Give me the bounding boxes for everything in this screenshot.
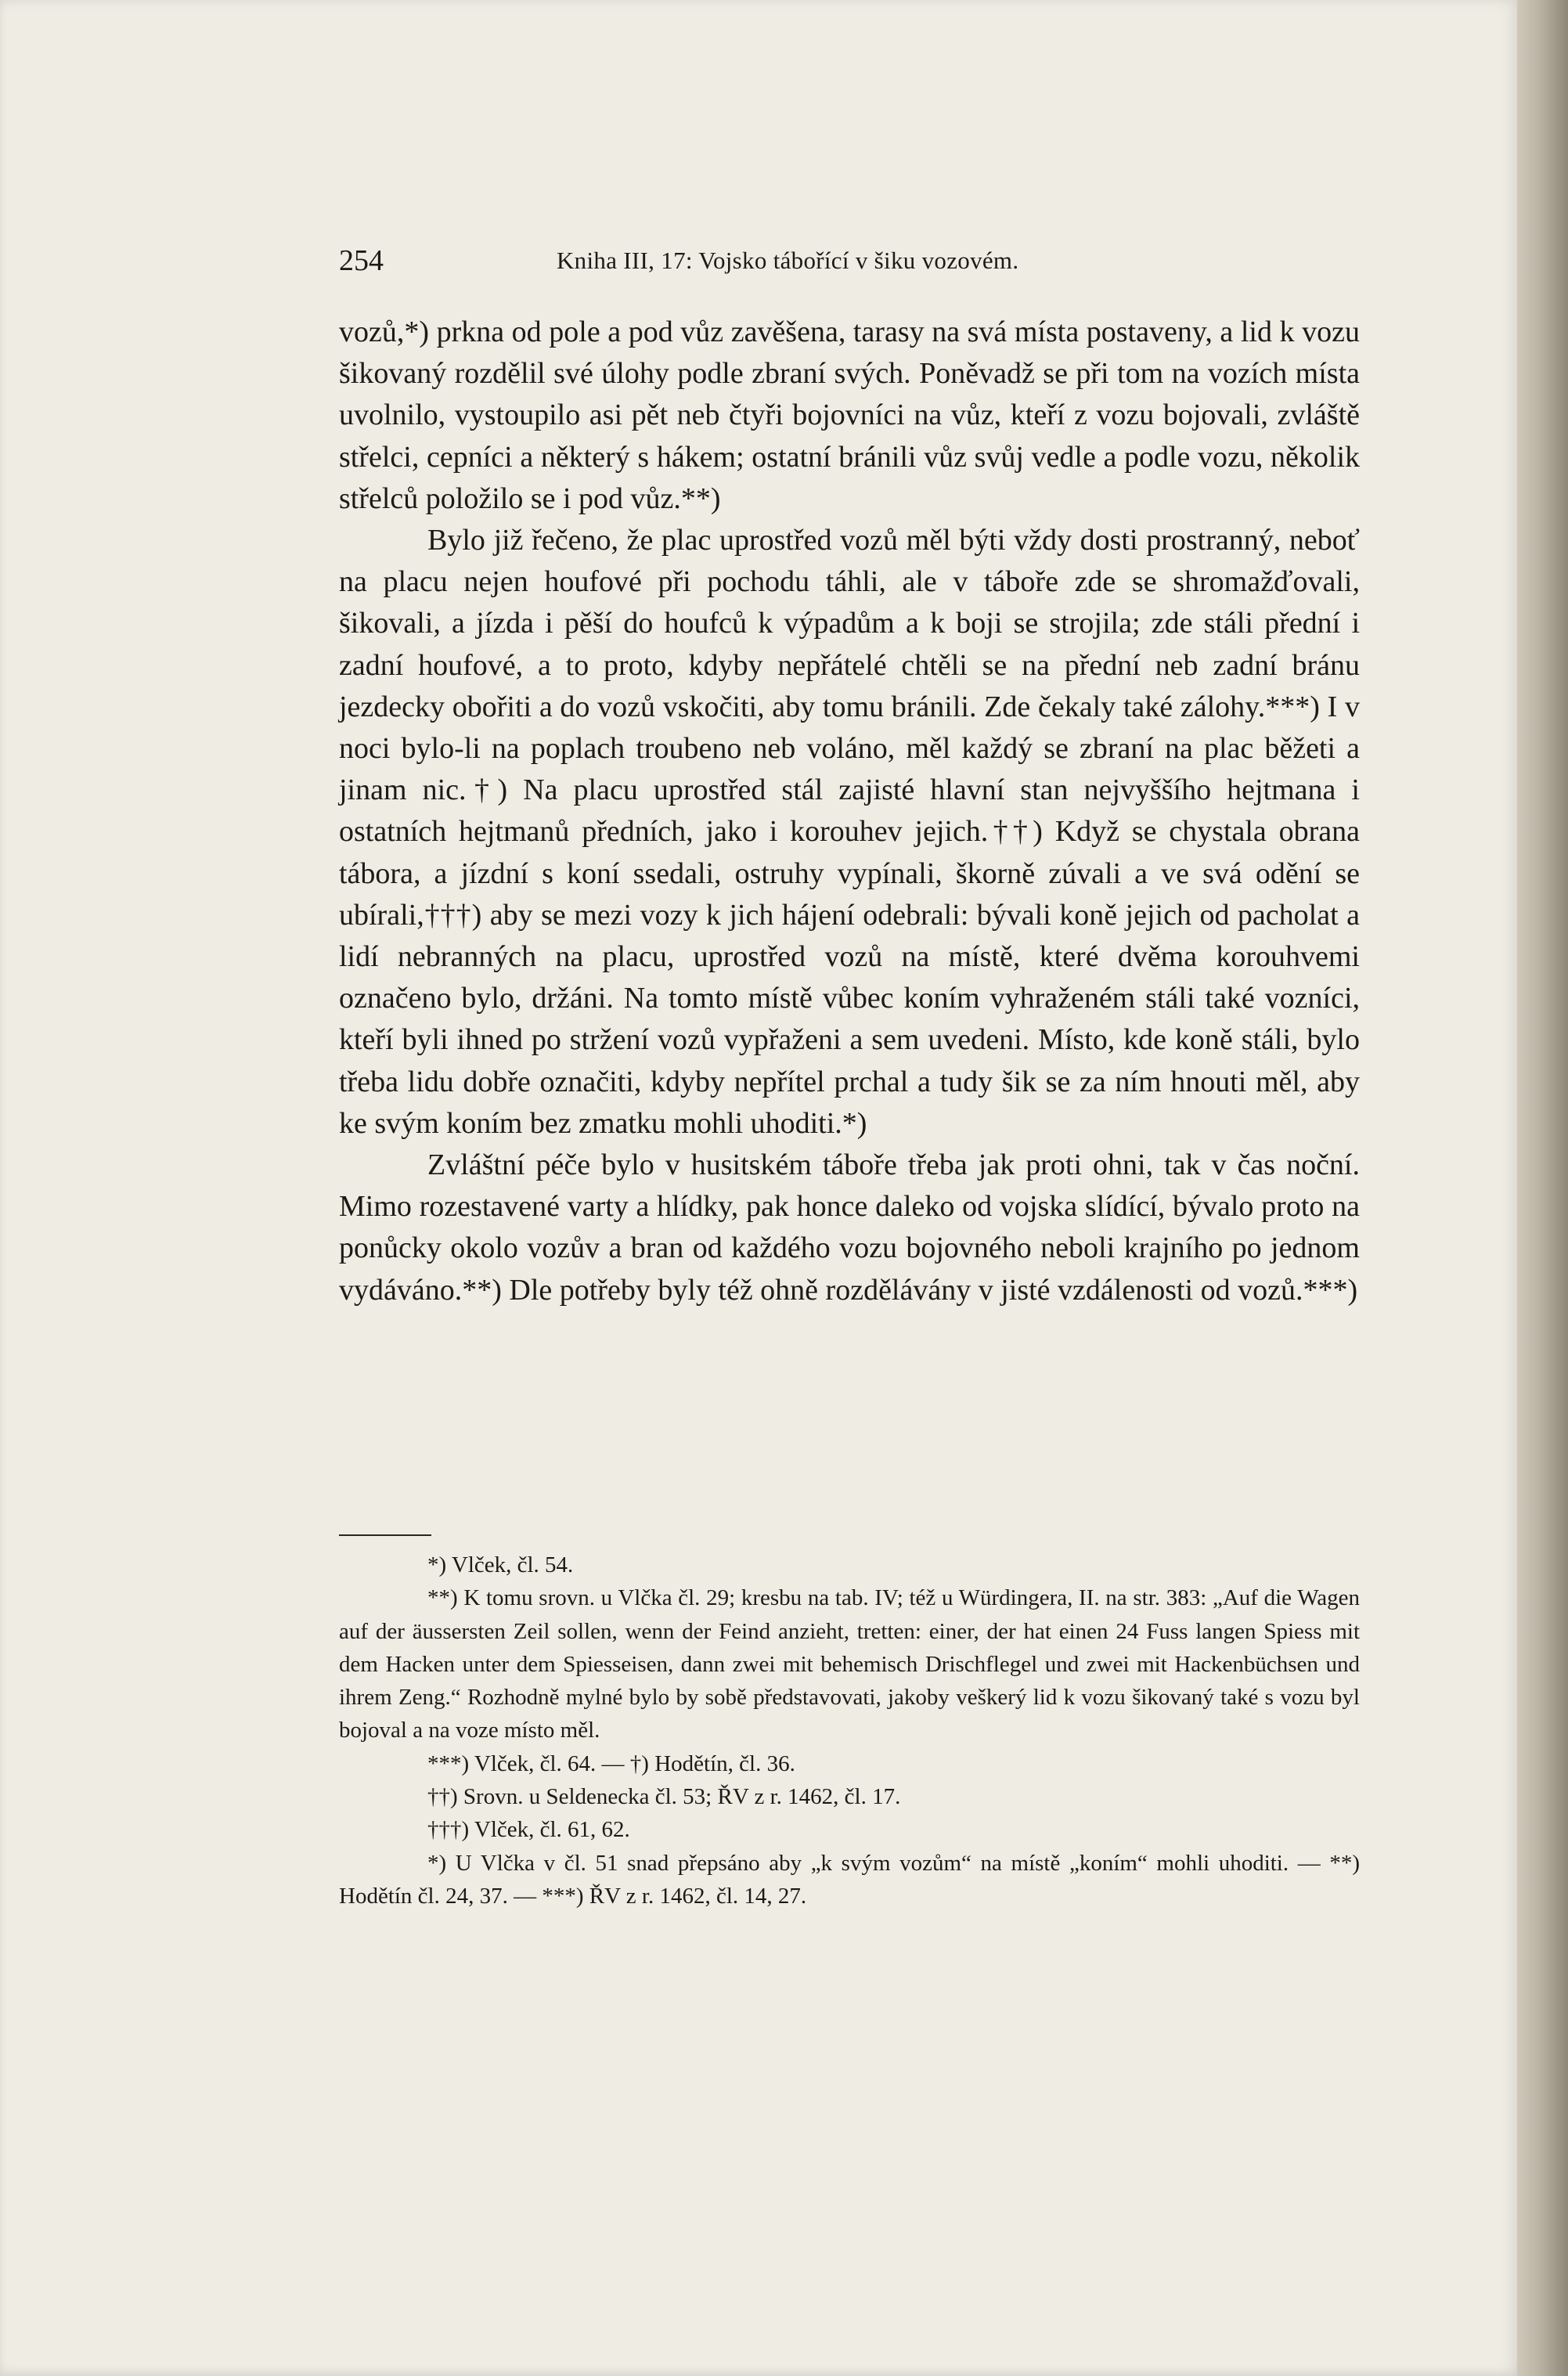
footnotes (339, 1549, 1360, 1913)
paragraph-1: vozů,*) prkna od pole a pod vůz zavěšena, tarasy na svá místa postaveny, a lid k vozu šikovaný rozdělil své úlohy podle zbraní svých. Poněvadž se při tom na vozích místa uvolnilo, vystoupilo asi pět neb čtyři bojovníci na vůz, kteří z vozu bojovali, zvláště střelci, cepníci a některý s hákem; ostatní bránili vůz svůj vedle a podle vozu, několik střelců položilo se i pod vůz.**) (339, 315, 1360, 515)
footnote-4: ††) Srovn. u Seldenecka čl. 53; ŘV z r. 1462, čl. 17. (427, 1784, 901, 1810)
page-number: 254 (339, 244, 384, 277)
footnote-separator (339, 1534, 431, 1536)
main-text (339, 312, 1360, 1311)
paragraph-3: Zvláštní péče bylo v husitském táboře třeba jak proti ohni, tak v čas noční. Mimo rozestavené varty a hlídky, pak honce daleko od vojska slídící, bývalo proto na ponůcky okolo vozův a bran od každého vozu bojovného neboli krajního po jednom vydáváno.**) Dle potřeby byly též ohně rozdělávány v jisté vzdálenosti od vozů.***) (339, 1148, 1360, 1307)
footnote-3: ***) Vlček, čl. 64. — †) Hodětín, čl. 36. (427, 1750, 795, 1776)
footnote-5: †††) Vlček, čl. 61, 62. (427, 1817, 630, 1843)
footnote-2: **) K tomu srovn. u Vlčka čl. 29; kresbu na tab. IV; též u Würdingera, II. na str. 383: „Auf die Wagen auf der äussersten Zeil sollen, wenn der Feind anzieht, tretten: einer, der hat einen 24 Fuss langen Spiess mit dem Hacken unter dem Spiesseisen, dann zwei mit behemisch Drischflegel und zwei mit Hackenbüchsen und ihrem Zeng.“ Rozhodně mylné bylo by sobě představovati, jakoby veškerý lid k vozu šikovaný také s vozu byl bojoval a na voze místo měl. (339, 1585, 1360, 1743)
footnote-1: *) Vlček, čl. 54. (427, 1552, 574, 1577)
page-header (339, 241, 1360, 280)
page-edge (1517, 0, 1568, 2376)
paragraph-2: Bylo již řečeno, že plac uprostřed vozů měl býti vždy dosti prostranný, neboť na placu nejen houfové při pochodu táhli, ale v táboře zde se shromažďovali, šikovali, a jízda i pěší do houfců k výpadům a k boji se strojila; zde stáli přední i zadní houfové, a to proto, kdyby nepřátelé chtěli se na přední neb zadní bránu jezdecky obořiti a do vozů vskočiti, aby tomu bránili. Zde čekaly také zálohy.***) I v noci bylo-li na poplach troubeno neb voláno, měl každý se zbraní na plac běžeti a jinam nic.†) Na placu uprostřed stál zajisté hlavní stan nejvyššího hejtmana i ostatních hejtmanů předních, jako i korouhev jejich.††) Když se chystala obrana tábora, a jízdní s koní ssedali, ostruhy vypínali, škorně zúvali a ve svá odění se ubírali,†††) aby se mezi vozy k jich hájení odebrali: bývali koně jejich od pacholat a lidí nebranných na placu, uprostřed vozů na místě, které dvěma korouhvemi označeno bylo, držáni. Na tomto místě vůbec koním vyhraženém stáli také vozníci, kteří byli ihned po stržení vozů vypřaženi a sem uvedeni. Místo, kde koně stáli, bylo třeba lidu dobře označiti, kdyby nepřítel prchal a tudy šik se za ním hnouti měl, aby ke svým koním bez zmatku mohli uhoditi.*) (339, 524, 1360, 1140)
running-title: Kniha III, 17: Vojsko tábořící v šiku vozovém. (557, 247, 1019, 274)
footnote-6: *) U Vlčka v čl. 51 snad přepsáno aby „k svým vozům“ na místě „koním“ mohli uhoditi. — **) Hodětín čl. 24, 37. — ***) ŘV z r. 1462, čl. 14, 27. (339, 1850, 1360, 1909)
